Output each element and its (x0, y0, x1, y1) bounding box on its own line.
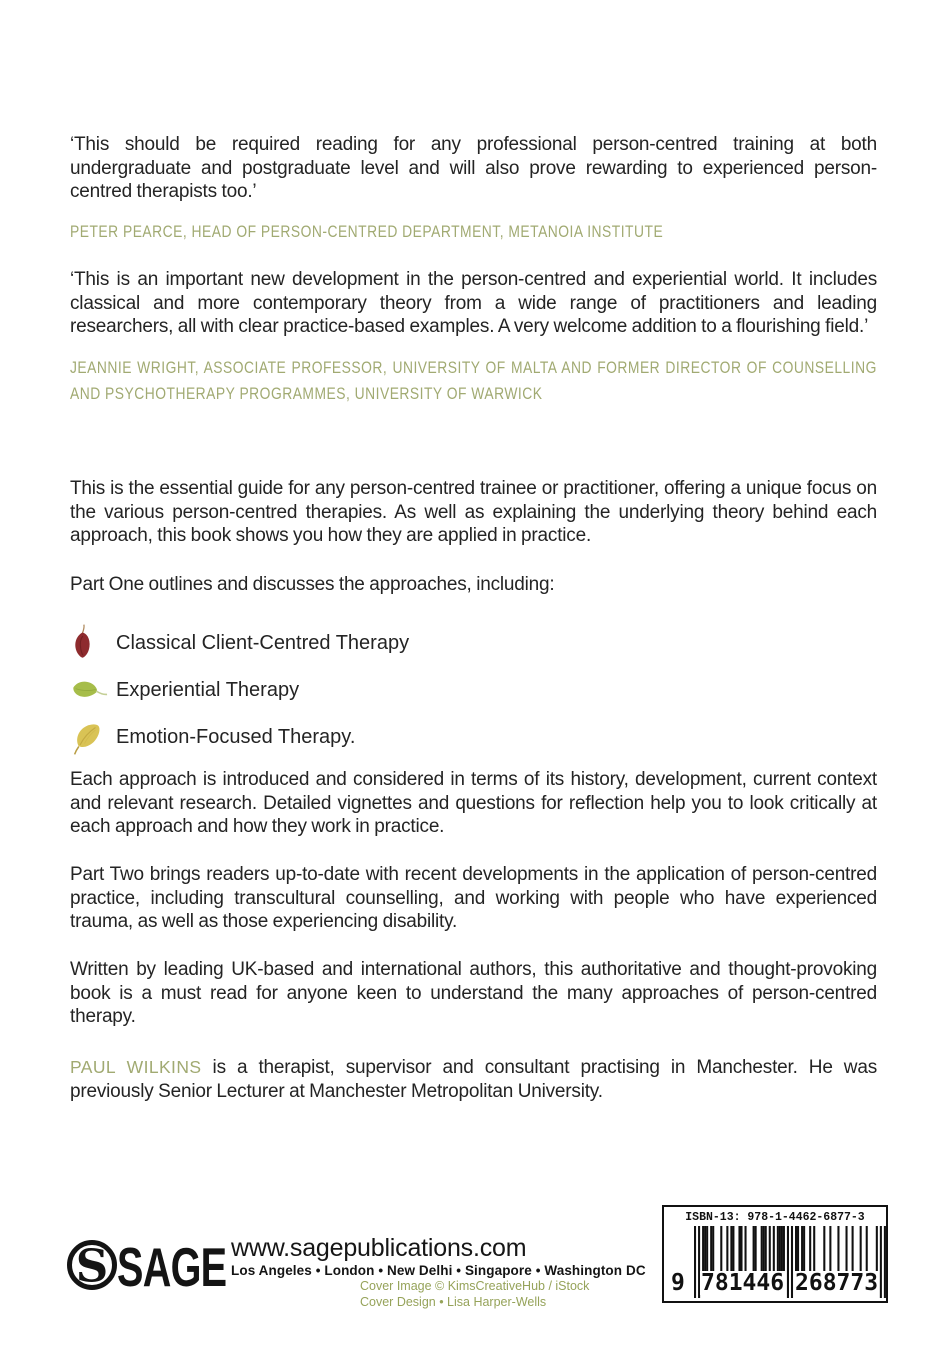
author-bio-text: is a therapist, supervisor and consultant practising in Manchester. He was previously Senior Lecturer at Manchester Metropolitan University. (70, 1057, 877, 1102)
green-leaf-icon (70, 678, 108, 704)
yellow-leaf-icon (70, 719, 108, 757)
barcode-digit-group: 9 (671, 1270, 685, 1296)
cover-credits (360, 1279, 589, 1310)
cover-design-credit: Cover Design • Lisa Harper-Wells (360, 1294, 547, 1309)
author-bio (70, 1056, 877, 1103)
bullet-emotion-focused (70, 714, 570, 761)
endorsement-quote-2: ‘This is an important new development in the person-centred and experiential world. It includes classical and more contemporary theory from a wide range of practitioners and leading researchers, all with clear practice-based examples. A very welcome addition to a flourishing field.’ (70, 269, 877, 337)
description-paragraph-3: Part Two brings readers up-to-date with recent developments in the application of person-centred practice, including transcultural counselling, and working with people who have experienced trauma, as well as those experiencing disability. (70, 864, 877, 932)
bullet-label: Emotion-Focused Therapy. (116, 726, 356, 748)
bullet-classical-client-centred (70, 620, 570, 667)
endorsement-quote-2-attribution: JEANNIE WRIGHT, ASSOCIATE PROFESSOR, UNIVERSITY OF MALTA AND FORMER DIRECTOR OF COUNSELLING AND PSYCHOTHERAPY PROGRAMMES, UNIVERSITY OF WARWICK (70, 358, 877, 403)
author-name: PAUL WILKINS (70, 1057, 202, 1077)
bullet-label: Classical Client-Centred Therapy (116, 632, 410, 654)
sage-logo-wordmark: SAGE (117, 1236, 227, 1298)
isbn-barcode (662, 1205, 888, 1303)
cover-image-credit: Cover Image © KimsCreativeHub / iStock (360, 1279, 590, 1293)
description-paragraph-4: Written by leading UK-based and international authors, this authoritative and thought-provoking book is a must read for anyone keen to understand the many approaches of person-centred therapy. (70, 959, 877, 1027)
bullet-experiential (70, 667, 570, 714)
endorsement-quote-1-attribution: PETER PEARCE, HEAD OF PERSON-CENTRED DEPARTMENT, METANOIA INSTITUTE (70, 222, 664, 241)
publisher-website: www.sagepublications.com (231, 1234, 527, 1262)
barcode-digits (664, 1207, 886, 1301)
description-paragraph-2: Each approach is introduced and considered in terms of its history, development, current context and relevant research. Detailed vignettes and questions for reflection help you to look critically at each approach and how they work in practice. (70, 769, 877, 837)
bullet-label: Experiential Therapy (116, 679, 300, 701)
barcode-digit-group: 781446 (701, 1270, 785, 1296)
sage-circle-s-icon (66, 1239, 118, 1291)
approach-bullet-list (70, 620, 570, 761)
part-one-intro: Part One outlines and discusses the approaches, including: (70, 574, 555, 595)
red-leaf-icon (70, 624, 108, 664)
svg-text:S: S (75, 1239, 109, 1291)
publisher-cities: Los Angeles • London • New Delhi • Singapore • Washington DC (231, 1263, 646, 1278)
isbn-label: ISBN-13: 978-1-4462-6877-3 (685, 1211, 865, 1224)
description-paragraph-1: This is the essential guide for any person-centred trainee or practitioner, offering a unique focus on the various person-centred therapies. As well as explaining the underlying theory behind each approach, this book shows you how they are applied in practice. (70, 478, 877, 546)
endorsement-quote-1: ‘This should be required reading for any professional person-centred training at both undergraduate and postgraduate level and will also prove rewarding to experienced person-centred therapists too.’ (70, 134, 877, 202)
barcode-digit-group: 268773 (795, 1270, 879, 1296)
